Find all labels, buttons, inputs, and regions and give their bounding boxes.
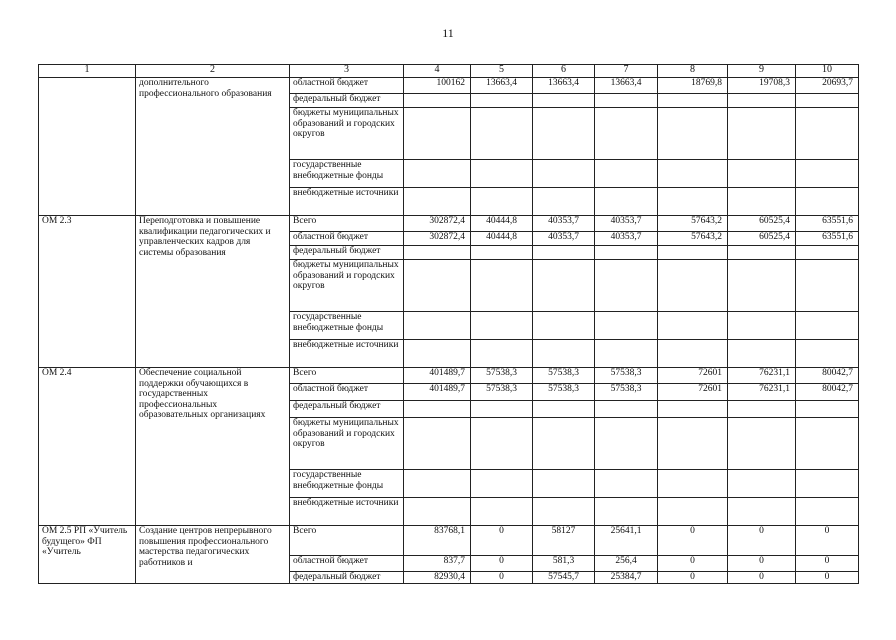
- value-cell: [728, 160, 796, 188]
- column-header: 4: [404, 65, 471, 78]
- value-cell: 0: [796, 556, 859, 572]
- value-cell: [404, 188, 471, 216]
- column-header: 2: [136, 65, 290, 78]
- value-cell: 40444,8: [471, 232, 533, 246]
- funding-source: областной бюджет: [290, 556, 404, 572]
- value-cell: 72601: [658, 368, 728, 384]
- value-cell: 0: [728, 572, 796, 584]
- value-cell: 0: [471, 526, 533, 556]
- value-cell: [728, 188, 796, 216]
- value-cell: [595, 260, 658, 312]
- value-cell: 58127: [533, 526, 595, 556]
- value-cell: 57643,2: [658, 232, 728, 246]
- value-cell: [533, 260, 595, 312]
- measure-name: Создание центров непрерывного повышения профессионального мастерства педагогических работников и: [136, 526, 290, 584]
- value-cell: [796, 260, 859, 312]
- value-cell: 302872,4: [404, 232, 471, 246]
- funding-source: Всего: [290, 526, 404, 556]
- funding-source: федеральный бюджет: [290, 246, 404, 260]
- value-cell: [404, 312, 471, 340]
- value-cell: [471, 108, 533, 160]
- funding-source: внебюджетные источники: [290, 188, 404, 216]
- value-cell: 0: [471, 572, 533, 584]
- value-cell: 83768,1: [404, 526, 471, 556]
- value-cell: [658, 340, 728, 368]
- value-cell: 80042,7: [796, 368, 859, 384]
- value-cell: 302872,4: [404, 216, 471, 232]
- value-cell: 13663,4: [533, 78, 595, 94]
- value-cell: [471, 188, 533, 216]
- value-cell: [471, 340, 533, 368]
- measure-name: Обеспечение социальной поддержки обучающихся в государственных профессиональных образовательных организациях: [136, 368, 290, 526]
- value-cell: [533, 246, 595, 260]
- value-cell: [658, 418, 728, 470]
- value-cell: [595, 340, 658, 368]
- value-cell: 57538,3: [595, 384, 658, 401]
- value-cell: 0: [658, 572, 728, 584]
- value-cell: [471, 160, 533, 188]
- value-cell: 40353,7: [595, 232, 658, 246]
- value-cell: [471, 401, 533, 418]
- measure-code: ОМ 2.5 РП «Учитель будущего» ФП «Учитель: [39, 526, 136, 584]
- measure-code: ОМ 2.3: [39, 216, 136, 368]
- funding-source: государственные внебюджетные фонды: [290, 470, 404, 498]
- column-header: 7: [595, 65, 658, 78]
- value-cell: [471, 418, 533, 470]
- value-cell: [658, 260, 728, 312]
- value-cell: [796, 418, 859, 470]
- value-cell: [728, 418, 796, 470]
- value-cell: [595, 470, 658, 498]
- value-cell: [533, 160, 595, 188]
- value-cell: [471, 470, 533, 498]
- funding-source: внебюджетные источники: [290, 498, 404, 526]
- value-cell: 581,3: [533, 556, 595, 572]
- column-header: 1: [39, 65, 136, 78]
- funding-source: государственные внебюджетные фонды: [290, 312, 404, 340]
- value-cell: 0: [471, 556, 533, 572]
- table-body: [39, 78, 859, 584]
- value-cell: [658, 470, 728, 498]
- value-cell: [595, 418, 658, 470]
- value-cell: [404, 94, 471, 108]
- funding-source: бюджеты муниципальных образований и городских округов: [290, 418, 404, 470]
- value-cell: [404, 160, 471, 188]
- value-cell: [658, 108, 728, 160]
- table-row: [39, 78, 859, 94]
- value-cell: [796, 401, 859, 418]
- value-cell: 57545,7: [533, 572, 595, 584]
- value-cell: 0: [796, 572, 859, 584]
- value-cell: [728, 246, 796, 260]
- value-cell: [404, 470, 471, 498]
- value-cell: 0: [796, 526, 859, 556]
- value-cell: 60525,4: [728, 232, 796, 246]
- value-cell: [533, 94, 595, 108]
- value-cell: 57643,2: [658, 216, 728, 232]
- value-cell: [658, 94, 728, 108]
- value-cell: 80042,7: [796, 384, 859, 401]
- funding-source: областной бюджет: [290, 232, 404, 246]
- value-cell: [471, 498, 533, 526]
- funding-source: областной бюджет: [290, 384, 404, 401]
- column-header: 9: [728, 65, 796, 78]
- value-cell: 57538,3: [533, 384, 595, 401]
- value-cell: [728, 94, 796, 108]
- measure-name: Переподготовка и повышение квалификации педагогических и управленческих кадров для системы образования: [136, 216, 290, 368]
- column-header: 5: [471, 65, 533, 78]
- value-cell: [796, 108, 859, 160]
- value-cell: [796, 188, 859, 216]
- value-cell: [471, 260, 533, 312]
- value-cell: [658, 160, 728, 188]
- measure-name: дополнительного профессионального образования: [136, 78, 290, 216]
- funding-source: бюджеты муниципальных образований и городских округов: [290, 260, 404, 312]
- value-cell: [658, 188, 728, 216]
- value-cell: 76231,1: [728, 384, 796, 401]
- funding-source: государственные внебюджетные фонды: [290, 160, 404, 188]
- value-cell: 72601: [658, 384, 728, 401]
- value-cell: [533, 418, 595, 470]
- value-cell: 256,4: [595, 556, 658, 572]
- value-cell: 0: [658, 556, 728, 572]
- value-cell: [728, 260, 796, 312]
- value-cell: 13663,4: [595, 78, 658, 94]
- funding-source: федеральный бюджет: [290, 572, 404, 584]
- value-cell: 82930,4: [404, 572, 471, 584]
- value-cell: [728, 108, 796, 160]
- value-cell: [404, 260, 471, 312]
- value-cell: [533, 312, 595, 340]
- value-cell: 63551,6: [796, 216, 859, 232]
- value-cell: [595, 312, 658, 340]
- value-cell: [595, 94, 658, 108]
- value-cell: 57538,3: [533, 368, 595, 384]
- page-number: 11: [442, 26, 454, 40]
- value-cell: 0: [658, 526, 728, 556]
- value-cell: [595, 401, 658, 418]
- value-cell: 401489,7: [404, 384, 471, 401]
- value-cell: 40444,8: [471, 216, 533, 232]
- value-cell: [533, 401, 595, 418]
- value-cell: [533, 188, 595, 216]
- value-cell: [533, 108, 595, 160]
- value-cell: 19708,3: [728, 78, 796, 94]
- value-cell: [796, 340, 859, 368]
- value-cell: [658, 312, 728, 340]
- value-cell: [595, 498, 658, 526]
- value-cell: [796, 470, 859, 498]
- column-header: 3: [290, 65, 404, 78]
- value-cell: [471, 94, 533, 108]
- table-row: [39, 368, 859, 384]
- funding-source: внебюджетные источники: [290, 340, 404, 368]
- funding-source: Всего: [290, 368, 404, 384]
- value-cell: 20693,7: [796, 78, 859, 94]
- value-cell: [796, 94, 859, 108]
- value-cell: [404, 246, 471, 260]
- value-cell: 40353,7: [533, 232, 595, 246]
- funding-source: Всего: [290, 216, 404, 232]
- value-cell: [533, 340, 595, 368]
- table-row: [39, 526, 859, 556]
- measure-code: ОМ 2.4: [39, 368, 136, 526]
- column-header: 10: [796, 65, 859, 78]
- value-cell: 18769,8: [658, 78, 728, 94]
- value-cell: [595, 246, 658, 260]
- column-header: 6: [533, 65, 595, 78]
- value-cell: [533, 470, 595, 498]
- column-header: 8: [658, 65, 728, 78]
- value-cell: [796, 160, 859, 188]
- value-cell: 837,7: [404, 556, 471, 572]
- value-cell: 57538,3: [471, 368, 533, 384]
- value-cell: 57538,3: [471, 384, 533, 401]
- value-cell: [471, 312, 533, 340]
- value-cell: 25641,1: [595, 526, 658, 556]
- value-cell: [728, 498, 796, 526]
- value-cell: [404, 340, 471, 368]
- value-cell: 76231,1: [728, 368, 796, 384]
- funding-source: бюджеты муниципальных образований и городских округов: [290, 108, 404, 160]
- value-cell: [728, 401, 796, 418]
- value-cell: 40353,7: [533, 216, 595, 232]
- value-cell: 25384,7: [595, 572, 658, 584]
- value-cell: [404, 418, 471, 470]
- value-cell: [796, 246, 859, 260]
- value-cell: 63551,6: [796, 232, 859, 246]
- value-cell: [471, 246, 533, 260]
- value-cell: 60525,4: [728, 216, 796, 232]
- funding-source: федеральный бюджет: [290, 401, 404, 418]
- measure-code: [39, 78, 136, 216]
- value-cell: 100162: [404, 78, 471, 94]
- value-cell: [728, 312, 796, 340]
- value-cell: [404, 401, 471, 418]
- value-cell: 401489,7: [404, 368, 471, 384]
- value-cell: [658, 401, 728, 418]
- funding-source: федеральный бюджет: [290, 94, 404, 108]
- value-cell: 40353,7: [595, 216, 658, 232]
- value-cell: 13663,4: [471, 78, 533, 94]
- value-cell: 0: [728, 556, 796, 572]
- value-cell: [595, 160, 658, 188]
- value-cell: [658, 246, 728, 260]
- value-cell: [658, 498, 728, 526]
- value-cell: [728, 340, 796, 368]
- value-cell: [533, 498, 595, 526]
- value-cell: [595, 188, 658, 216]
- value-cell: 57538,3: [595, 368, 658, 384]
- value-cell: [404, 108, 471, 160]
- value-cell: [796, 312, 859, 340]
- header-row: [39, 65, 859, 78]
- value-cell: [728, 470, 796, 498]
- value-cell: [595, 108, 658, 160]
- table-row: [39, 216, 859, 232]
- value-cell: [404, 498, 471, 526]
- funding-source: областной бюджет: [290, 78, 404, 94]
- value-cell: 0: [728, 526, 796, 556]
- budget-table: [38, 64, 859, 584]
- value-cell: [796, 498, 859, 526]
